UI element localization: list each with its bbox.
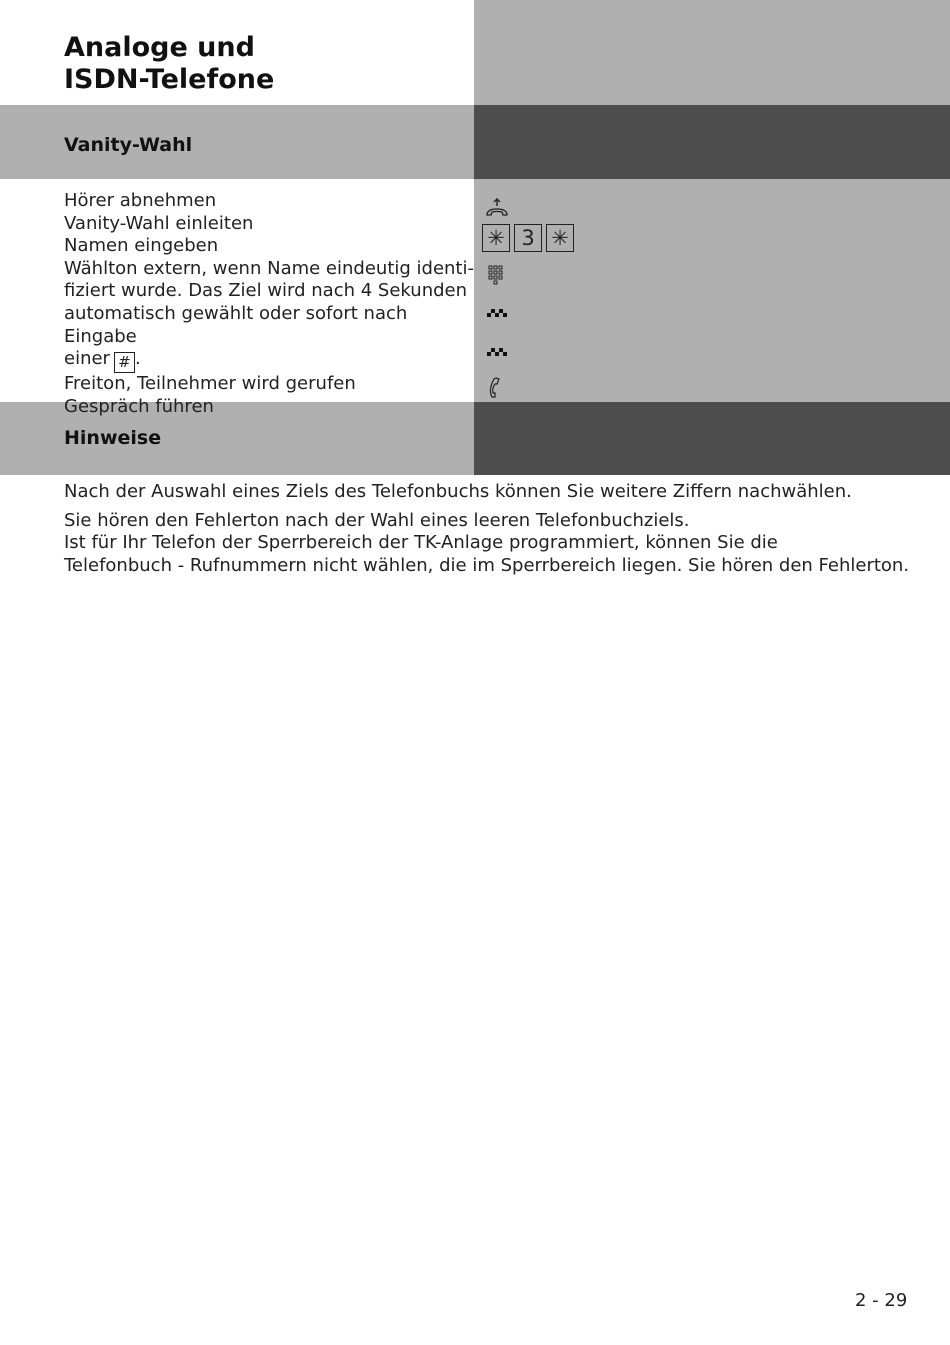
page-title-line-1: Analoge und [64,32,255,63]
notes-heading: Hinweise [64,427,162,449]
step-text: fiziert wurde. Das Ziel wird nach 4 Sekunden [64,280,468,302]
page-title [64,32,464,96]
step-text: Vanity-Wahl einleiten [64,212,254,234]
notes-heading-side-band [474,402,950,475]
handset-lift-icon [484,198,510,218]
vanity-heading: Vanity-Wahl [64,134,193,156]
step-text: Namen eingeben [64,235,219,257]
star-key: ✳ [546,224,574,252]
vanity-heading-side-band [474,105,950,179]
dial-tone-icon [487,308,507,320]
vanity-key-sequence [482,224,574,252]
note-paragraph: Telefonbuch - Rufnummern nicht wählen, die im Sperrbereich liegen. Sie hören den Fehlerton. [64,554,910,576]
note-paragraph: Nach der Auswahl eines Ziels des Telefonbuchs können Sie weitere Ziffern nachwählen. [64,481,852,502]
hash-key-symbol: # [114,352,135,373]
vanity-steps [64,190,479,418]
notes-body [64,481,934,577]
keypad-icon [488,265,504,285]
step-text: Wählton extern, wenn Name eindeutig identi- [64,257,474,279]
page-title-line-2: ISDN-Telefone [64,64,275,95]
symbol-column-band [474,179,950,402]
note-paragraph: Ist für Ihr Telefon der Sperrbereich der TK-Anlage programmiert, können Sie die [64,532,778,554]
note-paragraph: Sie hören den Fehlerton nach der Wahl eines leeren Telefonbuchziels. [64,509,690,531]
header-side-band [474,0,950,105]
step-text-hash [64,348,479,373]
step-text: Hörer abnehmen [64,190,217,211]
step-text: einer [64,348,110,370]
step-text: automatisch gewählt oder sofort nach Eingabe [64,302,408,347]
step-text: Gespräch führen [64,395,214,417]
step-text: Freiton, Teilnehmer wird gerufen [64,373,356,395]
star-key: ✳ [482,224,510,252]
handset-talk-icon [487,376,501,398]
digit-3-key: 3 [514,224,542,252]
hash-key-period: . [134,348,141,370]
page-number: 2 - 29 [855,1290,908,1311]
ringing-tone-icon [487,347,507,359]
